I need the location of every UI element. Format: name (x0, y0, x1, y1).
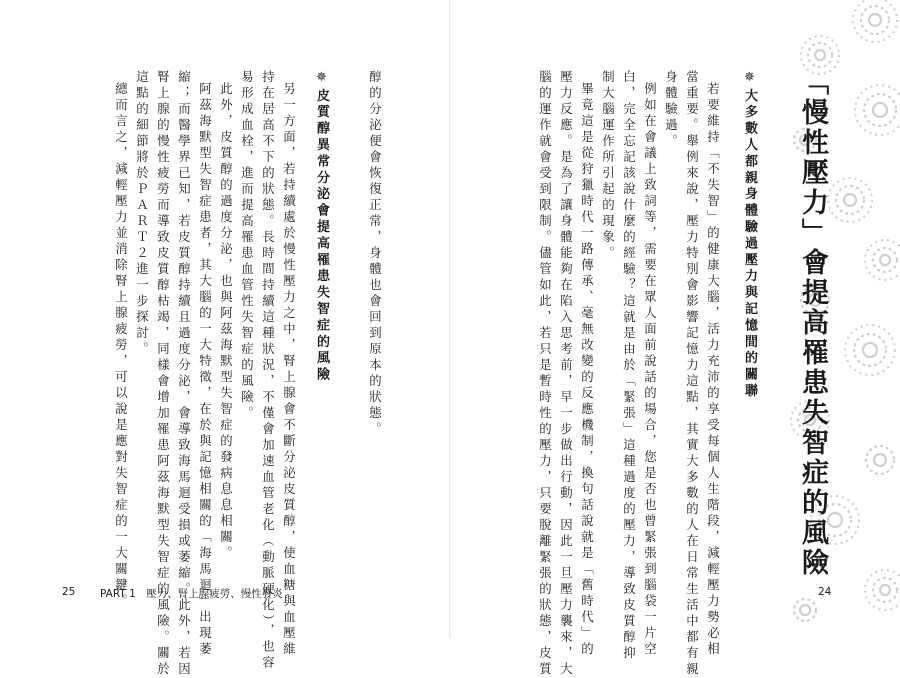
page-gutter (449, 0, 451, 638)
section-heading-cortisol-risk: ✵皮質醇異常分泌會提高罹患失智症的風險 (314, 70, 329, 384)
body-text-column: 醇的分泌便會恢復正常，身體也會回到原本的狀態。 (367, 70, 383, 438)
body-text-column: 縮；而醫學界已知，若皮質醇持續且過度分泌，會導致海馬迴受損或萎縮。此外，若因 (176, 70, 192, 678)
body-text-column: 壓力反應。是為了讓身體能夠在陷入思考前，早一步做出行動，因此一旦壓力襲來，大 (558, 70, 574, 678)
chapter-title: 「慢性壓力」會提高罹患失智症的風險 (797, 68, 828, 578)
body-text-column: 腎上腺的慢性疲勞而導致皮質醇枯竭，同樣會增加罹患阿茲海默型失智症的風險。關於 (155, 70, 171, 678)
body-text-column: 此外，皮質醇的過度分泌，也與阿茲海默型失智症的發病息息相關。 (218, 82, 234, 562)
heading-bullet-icon: ✵ (314, 70, 329, 89)
body-text-column: 若要維持「不失智」的健康大腦，活力充沛的享受每個人生階段，減輕壓力勢必相 (705, 82, 721, 658)
section-heading-stress-memory: ✵大多數人都親身體驗過壓力與記憶間的關聯 (742, 70, 757, 401)
body-text-column: 這點的細節將於ＰＡＲＴ２進一步探討。 (134, 70, 150, 358)
body-text-column: 制大腦運作所引起的現象。 (600, 70, 616, 262)
body-text-column: 另一方面，若持續處於慢性壓力之中，腎上腺會不斷分泌皮質醇，使血糖與血壓維 (281, 82, 297, 658)
body-text-column: 畢竟這是從狩獵時代一路傳承、毫無改變的反應機制，換句話說就是「舊時代」的 (579, 82, 595, 658)
body-text-column: 易形成血栓，進而提高罹患血管性失智症的風險。 (239, 70, 255, 422)
page-number-right: 24 (818, 586, 832, 598)
body-text-column: 持在居高不下的狀態。長時間持續這種狀況，不僅會加速血管老化（動脈硬化），也容 (260, 70, 276, 672)
heading-bullet-icon: ✵ (742, 70, 757, 89)
page-number-left: 25 (62, 586, 76, 598)
body-text-column: 腦的運作就會受到限制。儘管如此，若只是暫時性的壓力，只要脫離緊張的狀態，皮質 (537, 70, 553, 678)
body-text-column: 當重要。舉例來說，壓力特別會影響記憶力這點，其實大多數的人在日常生活中都有親 (684, 70, 700, 678)
body-text-column: 身體驗過。 (663, 70, 679, 150)
body-text-column: 總而言之，減輕壓力並消除腎上腺疲勞，可以說是應對失智症的一大關鍵。 (113, 82, 129, 610)
body-text-column: 阿茲海默型失智症患者，其大腦的一大特徵，在於與記憶相關的「海馬迴」出現萎 (197, 82, 213, 658)
body-text-column: 白，完全忘記該說什麼的經驗？這就是由於「緊張」這種過度的壓力，導致皮質醇抑 (621, 70, 637, 662)
body-text-column: 例如在會議上致詞等，需要在眾人面前說話的場合，您是否也曾緊張到腦袋一片空 (642, 82, 658, 658)
running-footer: PART 1 壓力、腎上腺疲勞、慢性發炎 (100, 588, 283, 600)
